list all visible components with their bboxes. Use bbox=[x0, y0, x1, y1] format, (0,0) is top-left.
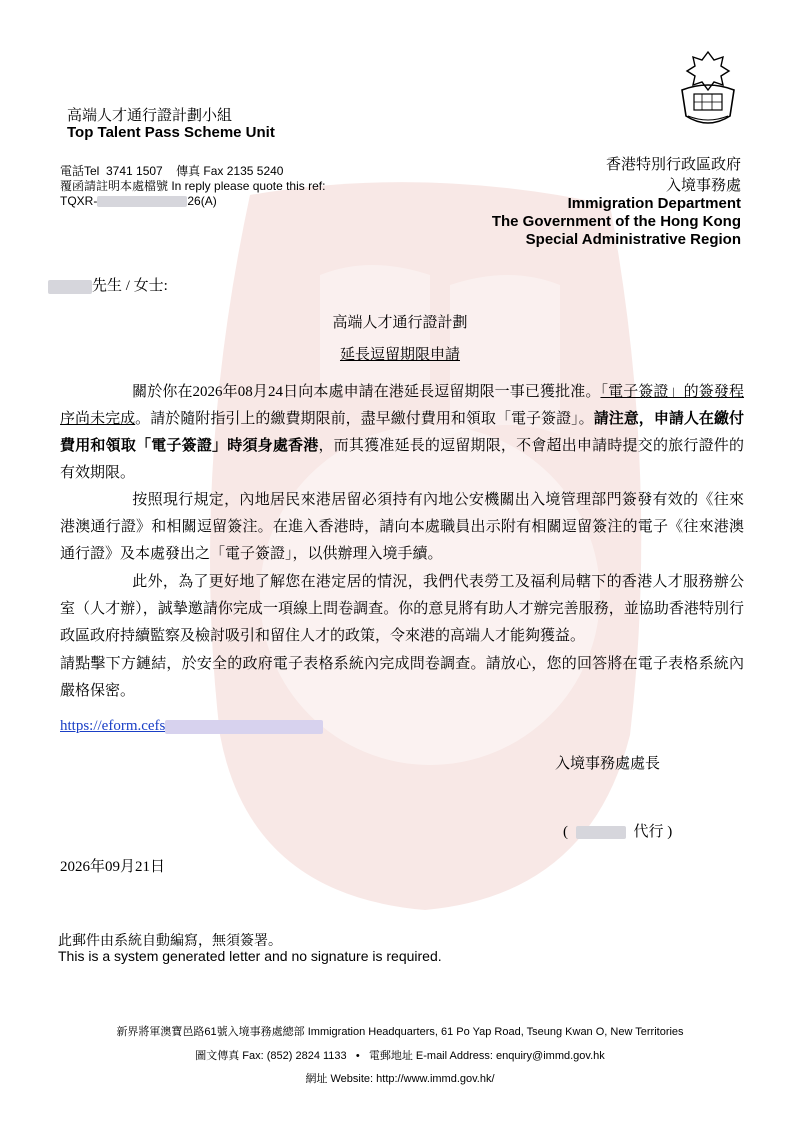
dept-name-en: Immigration Department bbox=[567, 195, 741, 212]
ref-prefix: TQXR- bbox=[60, 194, 98, 208]
p3-text: 此外，為了更好地了解您在港定居的情況，我們代表勞工及福利局轄下的香港人才服務辦公室（人才辦），誠摯邀請你完成一項線上問卷調查。你的意見將有助人才辦完善服務，並協助香港特別行政區政府持續監察及檢討吸引和留住人才的政策，令來港的高端人才能夠獲益。 bbox=[60, 574, 744, 644]
deputy-signature bbox=[563, 820, 672, 841]
paragraph-approval bbox=[60, 379, 744, 487]
unit-name-zh: 高端人才通行證計劃小組 bbox=[67, 107, 233, 124]
letter-subtitle: 延長逗留期限申請 bbox=[339, 347, 460, 363]
p1-text-c: 。請於隨附指引上的繳費期限前，盡早繳付費用和領取「電子簽證」。 bbox=[135, 411, 594, 427]
hksar-emblem-icon bbox=[672, 50, 744, 132]
redacted-ref bbox=[97, 196, 187, 207]
reference-number bbox=[60, 194, 325, 209]
system-note-en: This is a system generated letter and no signature is required. bbox=[58, 948, 442, 964]
dept-name-zh: 入境事務處 bbox=[665, 177, 741, 194]
paragraph-link-instruction bbox=[60, 651, 744, 705]
letter-date: 2026年09月21日 bbox=[60, 859, 166, 875]
footer-fax-email: 圖文傳真 Fax: (852) 2824 1133 • 電郵地址 E-mail Address: enquiry@immd.gov.hk bbox=[195, 1050, 605, 1062]
signer-title: 入境事務處處長 bbox=[555, 756, 661, 772]
survey-link[interactable] bbox=[60, 718, 323, 735]
ref-suffix: 26(A) bbox=[187, 194, 217, 208]
p1-text-bold: 請注意，申請人在繳付費用和領取「電子簽證」時須身處香港 bbox=[60, 411, 744, 454]
p1-text-e: ，而其獲准延長的逗留期限，不會超出申請時提交的旅行證件的有效期限。 bbox=[60, 438, 744, 481]
survey-link-text[interactable]: https://eform.cefs bbox=[60, 718, 166, 734]
tel-fax: 電話Tel 3741 1507 傳真 Fax 2135 5240 bbox=[60, 164, 284, 178]
p2-text: 按照現行規定，內地居民來港居留必須持有內地公安機關出入境管理部門簽發有效的《往來港澳通行證》和相關逗留簽注。在進入香港時，請向本處職員出示附有相關逗留簽注的電子《往來港澳通行證》及本處發出之「電子簽證」，以供辦理入境手續。 bbox=[60, 492, 744, 562]
contact-block bbox=[60, 164, 325, 209]
govt-name-en-1: The Government of the Hong Kong bbox=[491, 213, 741, 230]
p4-text: 請點擊下方鏈結，於安全的政府電子表格系統內完成問卷調查。請放心，您的回答將在電子表格系統內嚴格保密。 bbox=[60, 656, 744, 699]
system-note-zh: 此郵件由系統自動編寫，無須簽署。 bbox=[58, 932, 282, 948]
govt-name-en-2: Special Administrative Region bbox=[525, 231, 741, 248]
department-header bbox=[492, 156, 741, 249]
salutation bbox=[48, 274, 168, 295]
letter-title: 高端人才通行證計劃 bbox=[332, 315, 468, 331]
govt-name-zh: 香港特別行政區政府 bbox=[605, 156, 741, 173]
footer-website: 網址 Website: http://www.immd.gov.hk/ bbox=[305, 1073, 495, 1085]
p1-text-a: 關於你在2026年08月24日向本處申請在港延長逗留期限一事已獲批准。 bbox=[132, 384, 601, 400]
paragraph-survey bbox=[60, 569, 744, 650]
redacted-name bbox=[48, 280, 92, 294]
unit-name-en: Top Talent Pass Scheme Unit bbox=[67, 124, 275, 141]
reply-prompt: 覆函請註明本處檔號 In reply please quote this ref: bbox=[60, 179, 326, 193]
salutation-text: 先生 / 女士: bbox=[92, 278, 168, 294]
footer-address: 新界將軍澳寶邑路61號入境事務處總部 Immigration Headquarters, 61 Po Yap Road, Tseung Kwan O, New Territories bbox=[116, 1026, 684, 1038]
p1-text-underlined: 「電子簽證」的簽發程序尚未完成 bbox=[60, 384, 744, 427]
deputy-close: 代行 ) bbox=[633, 824, 673, 840]
redacted-deputy bbox=[576, 826, 626, 839]
paragraph-permit bbox=[60, 487, 744, 568]
deputy-open: ( bbox=[563, 824, 568, 840]
redacted-link bbox=[165, 720, 323, 734]
